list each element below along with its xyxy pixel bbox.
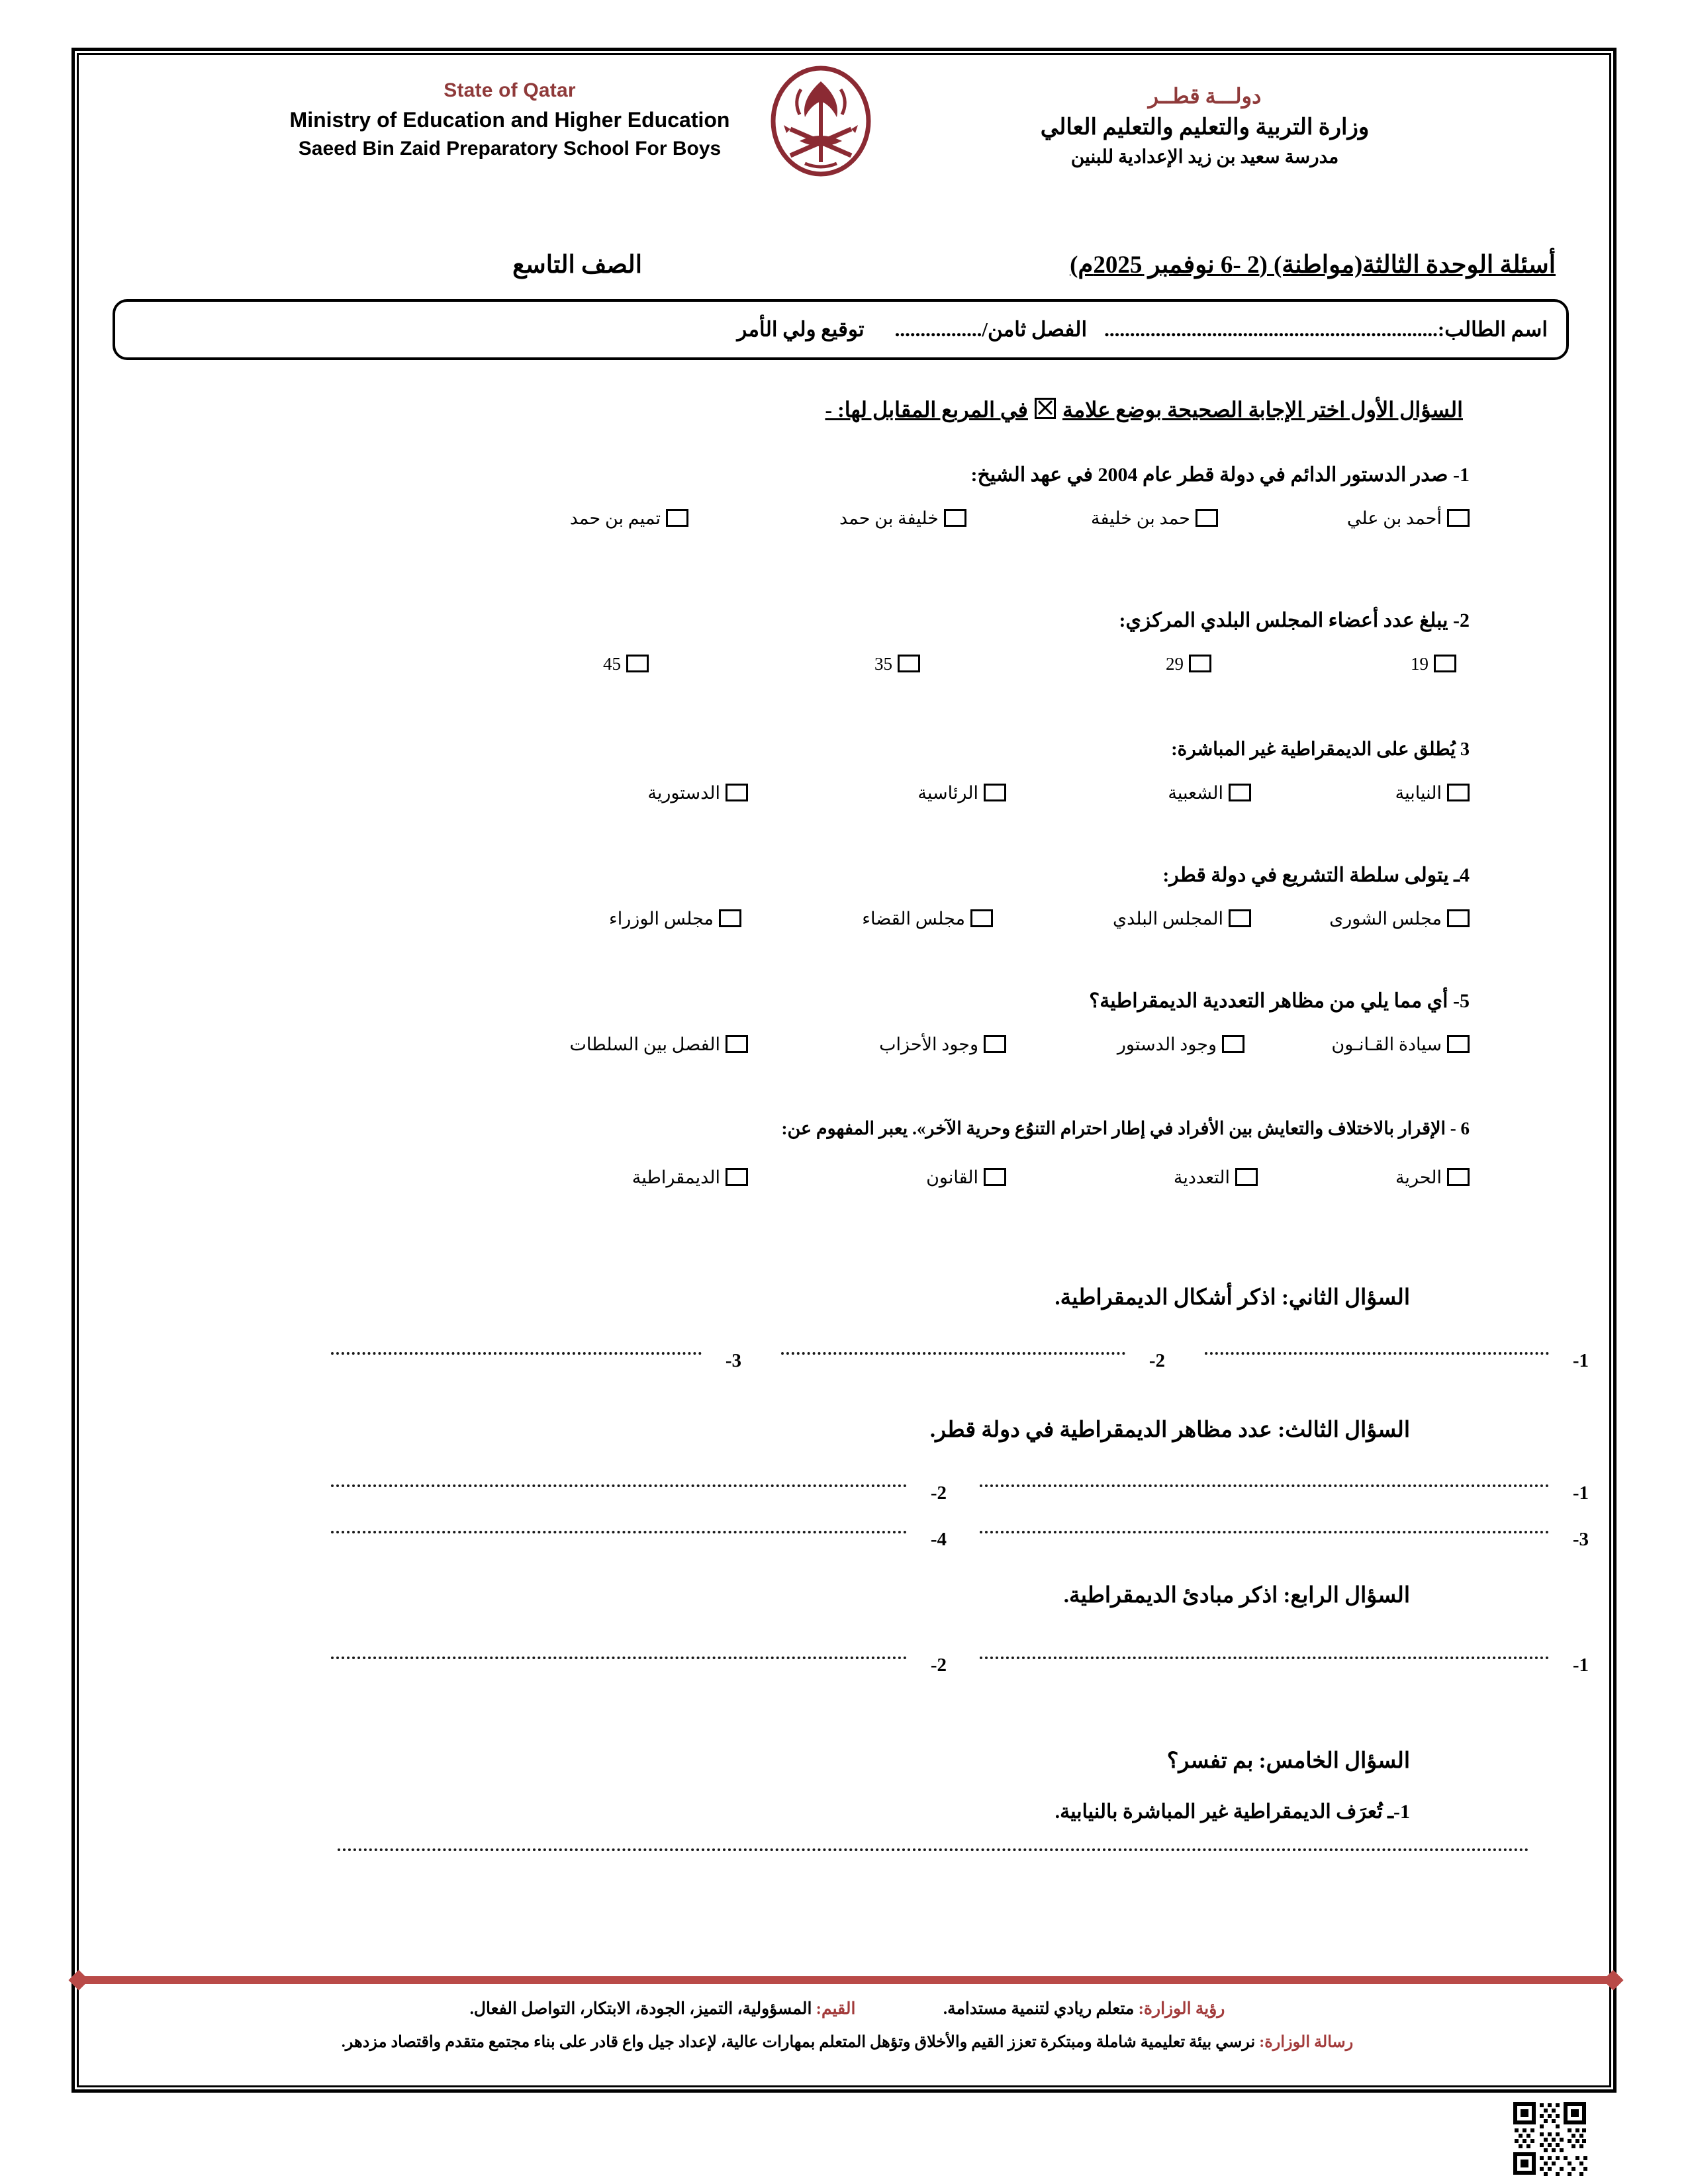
header-ar-ministry: وزارة التربية والتعليم والتعليم العالي bbox=[1040, 115, 1370, 140]
mcq-5-number: 5- bbox=[1453, 990, 1470, 1012]
checkbox-icon[interactable] bbox=[726, 1035, 748, 1053]
q2-answer-line-3[interactable] bbox=[331, 1350, 702, 1355]
q1-instruction-before: السؤال الأول اختر الإجابة الصحيحة بوضع علامة bbox=[1062, 398, 1463, 422]
class-label: الفصل ثامن/ bbox=[982, 318, 1088, 341]
mcq-3-option-2[interactable] bbox=[1168, 783, 1251, 803]
mcq-5-stem bbox=[1089, 989, 1470, 1013]
mcq-5-option-1[interactable] bbox=[1331, 1034, 1470, 1055]
question3-heading: السؤال الثالث: عدد مظاهر الديمقراطية في دولة قطر. bbox=[929, 1418, 1410, 1442]
mcq-3-option-3[interactable] bbox=[917, 783, 1006, 803]
mcq-4-option-2[interactable] bbox=[1113, 909, 1251, 929]
checkbox-icon[interactable] bbox=[1447, 784, 1470, 801]
mcq-4-options bbox=[410, 909, 1470, 939]
mcq-2-option-4-label: 45 bbox=[603, 654, 621, 674]
mcq-6-text: الإقرار بالاختلاف والتعايش بين الأفراد في إطار احترام التنوُع وحرية الآخر». يعبر المفهوم عن: bbox=[781, 1118, 1446, 1138]
mcq-5-option-3-label: وجود الأحزاب bbox=[879, 1034, 978, 1054]
mcq-6-option-1[interactable] bbox=[1395, 1167, 1470, 1188]
grade-label: الصف التاسع bbox=[512, 251, 642, 279]
mcq-2-option-1[interactable] bbox=[1411, 654, 1456, 674]
header-en-country: State of Qatar bbox=[444, 79, 576, 101]
checkbox-icon[interactable] bbox=[1229, 784, 1251, 801]
qatar-emblem-icon bbox=[761, 63, 880, 179]
checkbox-icon[interactable] bbox=[726, 1168, 748, 1186]
mcq-1-stem bbox=[971, 463, 1470, 486]
mcq-6-option-2-label: التعددية bbox=[1173, 1167, 1230, 1187]
mcq-1-number: 1- bbox=[1453, 464, 1470, 486]
checkbox-icon[interactable] bbox=[1235, 1168, 1258, 1186]
mcq-2-option-4[interactable] bbox=[603, 654, 649, 674]
mission-text: نرسي بيئة تعليمية شاملة ومبتكرة تعزز القيم والأخلاق وتؤهل المتعلم بمهارات عالية، لإعداد جيل واع قادر على بناء مجتمع متقدم واقتصاد مزدهر. bbox=[341, 2034, 1256, 2051]
mcq-6-option-3-label: القانون bbox=[926, 1167, 978, 1187]
footer-divider bbox=[79, 1976, 1613, 1984]
q2-answer-number-1: 1- bbox=[1572, 1350, 1589, 1371]
mcq-4-option-1[interactable] bbox=[1329, 909, 1470, 929]
checkbox-icon[interactable] bbox=[984, 1035, 1006, 1053]
header-ar-country: دولـــة قطــر bbox=[1148, 84, 1262, 108]
mcq-3-text: يُطلق على الديمقراطية غير المباشرة: bbox=[1171, 739, 1456, 760]
mcq-1-option-4-label: تميم بن حمد bbox=[569, 508, 661, 528]
checkbox-icon[interactable] bbox=[726, 784, 748, 801]
mcq-5-options bbox=[318, 1034, 1470, 1065]
question5-heading: السؤال الخامس: بم تفسر؟ bbox=[1166, 1749, 1410, 1773]
checkbox-icon[interactable] bbox=[898, 655, 920, 672]
mcq-2-option-3[interactable] bbox=[874, 654, 920, 674]
mcq-1-options bbox=[410, 508, 1470, 539]
vision-text: متعلم ريادي لتنمية مستدامة. bbox=[943, 2000, 1135, 2018]
mcq-2-number: 2- bbox=[1453, 610, 1470, 631]
exam-title-row bbox=[205, 250, 1595, 290]
mcq-5-option-3[interactable] bbox=[879, 1034, 1006, 1055]
mcq-1-option-3[interactable] bbox=[839, 508, 966, 529]
checkbox-icon[interactable] bbox=[719, 909, 741, 927]
question2-heading: السؤال الثاني: اذكر أشكال الديمقراطية. bbox=[1055, 1286, 1410, 1310]
q3-answer-number-4: 4- bbox=[930, 1529, 947, 1550]
q5-answer-line[interactable] bbox=[338, 1846, 1529, 1851]
header-en-school: Saeed Bin Zaid Preparatory School For Boys bbox=[298, 138, 722, 160]
q3-answer-number-3: 3- bbox=[1572, 1529, 1589, 1550]
q3-answer-line-4[interactable] bbox=[331, 1529, 907, 1533]
mcq-1-option-2[interactable] bbox=[1091, 508, 1218, 529]
mcq-1-option-1-label: أحمد بن علي bbox=[1346, 508, 1442, 528]
q2-answer-number-2: 2- bbox=[1149, 1350, 1165, 1371]
mcq-5-text: أي مما يلي من مظاهر التعددية الديمقراطية؟ bbox=[1089, 990, 1448, 1012]
mcq-6-option-4[interactable] bbox=[632, 1167, 748, 1188]
student-info-line bbox=[131, 318, 1548, 341]
mcq-3-option-3-label: الرئاسية bbox=[917, 783, 978, 803]
mcq-2-option-2-label: 29 bbox=[1166, 654, 1184, 674]
checkbox-icon[interactable] bbox=[984, 784, 1006, 801]
mcq-5-option-2[interactable] bbox=[1117, 1034, 1244, 1055]
checkbox-icon[interactable] bbox=[1196, 509, 1218, 527]
mcq-5-option-1-label: سيادة القـانـون bbox=[1331, 1034, 1442, 1054]
mcq-3-option-1-label: النيابية bbox=[1395, 783, 1442, 803]
mcq-6-options bbox=[410, 1167, 1470, 1198]
checkbox-icon[interactable] bbox=[626, 655, 649, 672]
q4-answer-line-2[interactable] bbox=[331, 1655, 907, 1659]
checkbox-icon[interactable] bbox=[1189, 655, 1211, 672]
mcq-2-option-2[interactable] bbox=[1166, 654, 1211, 674]
question1-instruction bbox=[825, 397, 1463, 422]
mcq-3-options bbox=[410, 783, 1470, 813]
checkbox-icon[interactable] bbox=[944, 509, 966, 527]
footer-vision-values bbox=[99, 1999, 1595, 2019]
checkbox-icon[interactable] bbox=[1447, 1035, 1470, 1053]
question5-prompt: 1-ـ تُعرَف الديمقراطية غير المباشرة بالنيابية. bbox=[1055, 1801, 1410, 1823]
mcq-3-option-4-label: الدستورية bbox=[647, 783, 720, 803]
checkbox-icon[interactable] bbox=[1447, 909, 1470, 927]
mcq-6-option-1-label: الحرية bbox=[1395, 1167, 1442, 1187]
mcq-4-option-4-label: مجلس الوزراء bbox=[609, 909, 714, 929]
class-input[interactable]: ................. bbox=[894, 318, 982, 341]
mcq-5-option-2-label: وجود الدستور bbox=[1117, 1034, 1217, 1054]
mission-label: رسالة الوزارة: bbox=[1259, 2034, 1354, 2051]
student-info-box bbox=[113, 299, 1569, 360]
mcq-4-option-1-label: مجلس الشورى bbox=[1329, 909, 1442, 929]
checkbox-icon[interactable] bbox=[1447, 1168, 1470, 1186]
mcq-2-stem bbox=[1119, 609, 1470, 632]
checkbox-icon[interactable] bbox=[666, 509, 688, 527]
header-arabic-block bbox=[907, 81, 1503, 171]
q3-answer-line-2[interactable] bbox=[331, 1482, 907, 1487]
checkbox-icon[interactable] bbox=[1229, 909, 1251, 927]
header-en-ministry: Ministry of Education and Higher Education bbox=[289, 107, 730, 132]
mcq-3-option-4[interactable] bbox=[647, 783, 748, 803]
student-name-label: اسم الطالب: bbox=[1437, 318, 1548, 341]
mcq-4-text: يتولى سلطة التشريع في دولة قطر: bbox=[1162, 864, 1449, 886]
mcq-6-number: 6 - bbox=[1450, 1118, 1470, 1138]
q4-answer-line-1[interactable] bbox=[980, 1655, 1549, 1659]
values-text: المسؤولية، التميز، الجودة، الابتكار، التواصل الفعال. bbox=[469, 2000, 812, 2018]
mcq-1-option-3-label: خليفة بن حمد bbox=[839, 508, 939, 528]
checkbox-icon[interactable] bbox=[984, 1168, 1006, 1186]
q2-answer-line-1[interactable] bbox=[1205, 1350, 1549, 1355]
mcq-3-stem bbox=[1171, 738, 1470, 760]
student-name-input[interactable]: ................................................................. bbox=[1104, 318, 1438, 341]
q3-answer-number-2: 2- bbox=[930, 1482, 947, 1504]
mcq-1-text: صدر الدستور الدائم في دولة قطر عام 2004 في عهد الشيخ: bbox=[970, 464, 1448, 486]
header-english-block bbox=[225, 77, 794, 163]
mcq-4-option-2-label: المجلس البلدي bbox=[1113, 909, 1223, 929]
mcq-3-option-2-label: الشعبية bbox=[1168, 783, 1223, 803]
qr-code-icon bbox=[1511, 2099, 1589, 2177]
question4-heading: السؤال الرابع: اذكر مبادئ الديمقراطية. bbox=[1063, 1584, 1410, 1608]
checkbox-icon[interactable] bbox=[1434, 655, 1456, 672]
x-mark-icon bbox=[1035, 398, 1056, 419]
mcq-6-stem bbox=[781, 1118, 1470, 1139]
q4-answer-number-2: 2- bbox=[930, 1655, 947, 1676]
mcq-4-option-4[interactable] bbox=[609, 909, 741, 929]
page-title: أسئلة الوحدة الثالثة(مواطنة) (2 -6 نوفمبر 2025م) bbox=[1070, 251, 1556, 279]
mcq-3-number: 3 bbox=[1460, 739, 1470, 760]
mcq-6-option-2[interactable] bbox=[1174, 1167, 1258, 1188]
mcq-3-option-1[interactable] bbox=[1395, 783, 1470, 803]
checkbox-icon[interactable] bbox=[1447, 509, 1470, 527]
mcq-1-option-4[interactable] bbox=[570, 508, 688, 529]
q4-answer-number-1: 1- bbox=[1572, 1655, 1589, 1676]
mcq-4-stem bbox=[1162, 864, 1470, 887]
mcq-1-option-1[interactable] bbox=[1347, 508, 1470, 529]
guardian-signature-label: توقيع ولي الأمر bbox=[737, 318, 865, 341]
mcq-5-option-4-label: الفصل بين السلطات bbox=[569, 1034, 720, 1054]
q3-answer-line-1[interactable] bbox=[980, 1482, 1549, 1487]
checkbox-icon[interactable] bbox=[970, 909, 993, 927]
mcq-4-option-3[interactable] bbox=[862, 909, 993, 929]
header-ar-school: مدرسة سعيد بن زيد الإعدادية للبنين bbox=[1070, 146, 1339, 167]
q2-answer-number-3: 3- bbox=[725, 1350, 741, 1371]
mcq-2-text: يبلغ عدد أعضاء المجلس البلدي المركزي: bbox=[1119, 610, 1448, 631]
mcq-2-option-3-label: 35 bbox=[874, 654, 892, 674]
mcq-1-option-2-label: حمد بن خليفة bbox=[1091, 508, 1190, 528]
q3-answer-number-1: 1- bbox=[1572, 1482, 1589, 1504]
q1-instruction-after: في المربع المقابل لها: - bbox=[825, 398, 1028, 422]
mcq-5-option-4[interactable] bbox=[569, 1034, 748, 1055]
checkbox-icon[interactable] bbox=[1222, 1035, 1244, 1053]
vision-label: رؤية الوزارة: bbox=[1138, 2000, 1225, 2018]
q2-answer-line-2[interactable] bbox=[781, 1350, 1125, 1355]
mcq-4-number: 4ـ bbox=[1454, 864, 1470, 886]
footer-mission bbox=[152, 2030, 1542, 2055]
q3-answer-line-3[interactable] bbox=[980, 1529, 1549, 1533]
mcq-2-options bbox=[410, 654, 1470, 684]
mcq-2-option-1-label: 19 bbox=[1411, 654, 1429, 674]
mcq-4-option-3-label: مجلس القضاء bbox=[862, 909, 965, 929]
values-label: القيم: bbox=[816, 2000, 856, 2018]
mcq-6-option-4-label: الديمقراطية bbox=[632, 1167, 720, 1187]
mcq-6-option-3[interactable] bbox=[926, 1167, 1006, 1188]
